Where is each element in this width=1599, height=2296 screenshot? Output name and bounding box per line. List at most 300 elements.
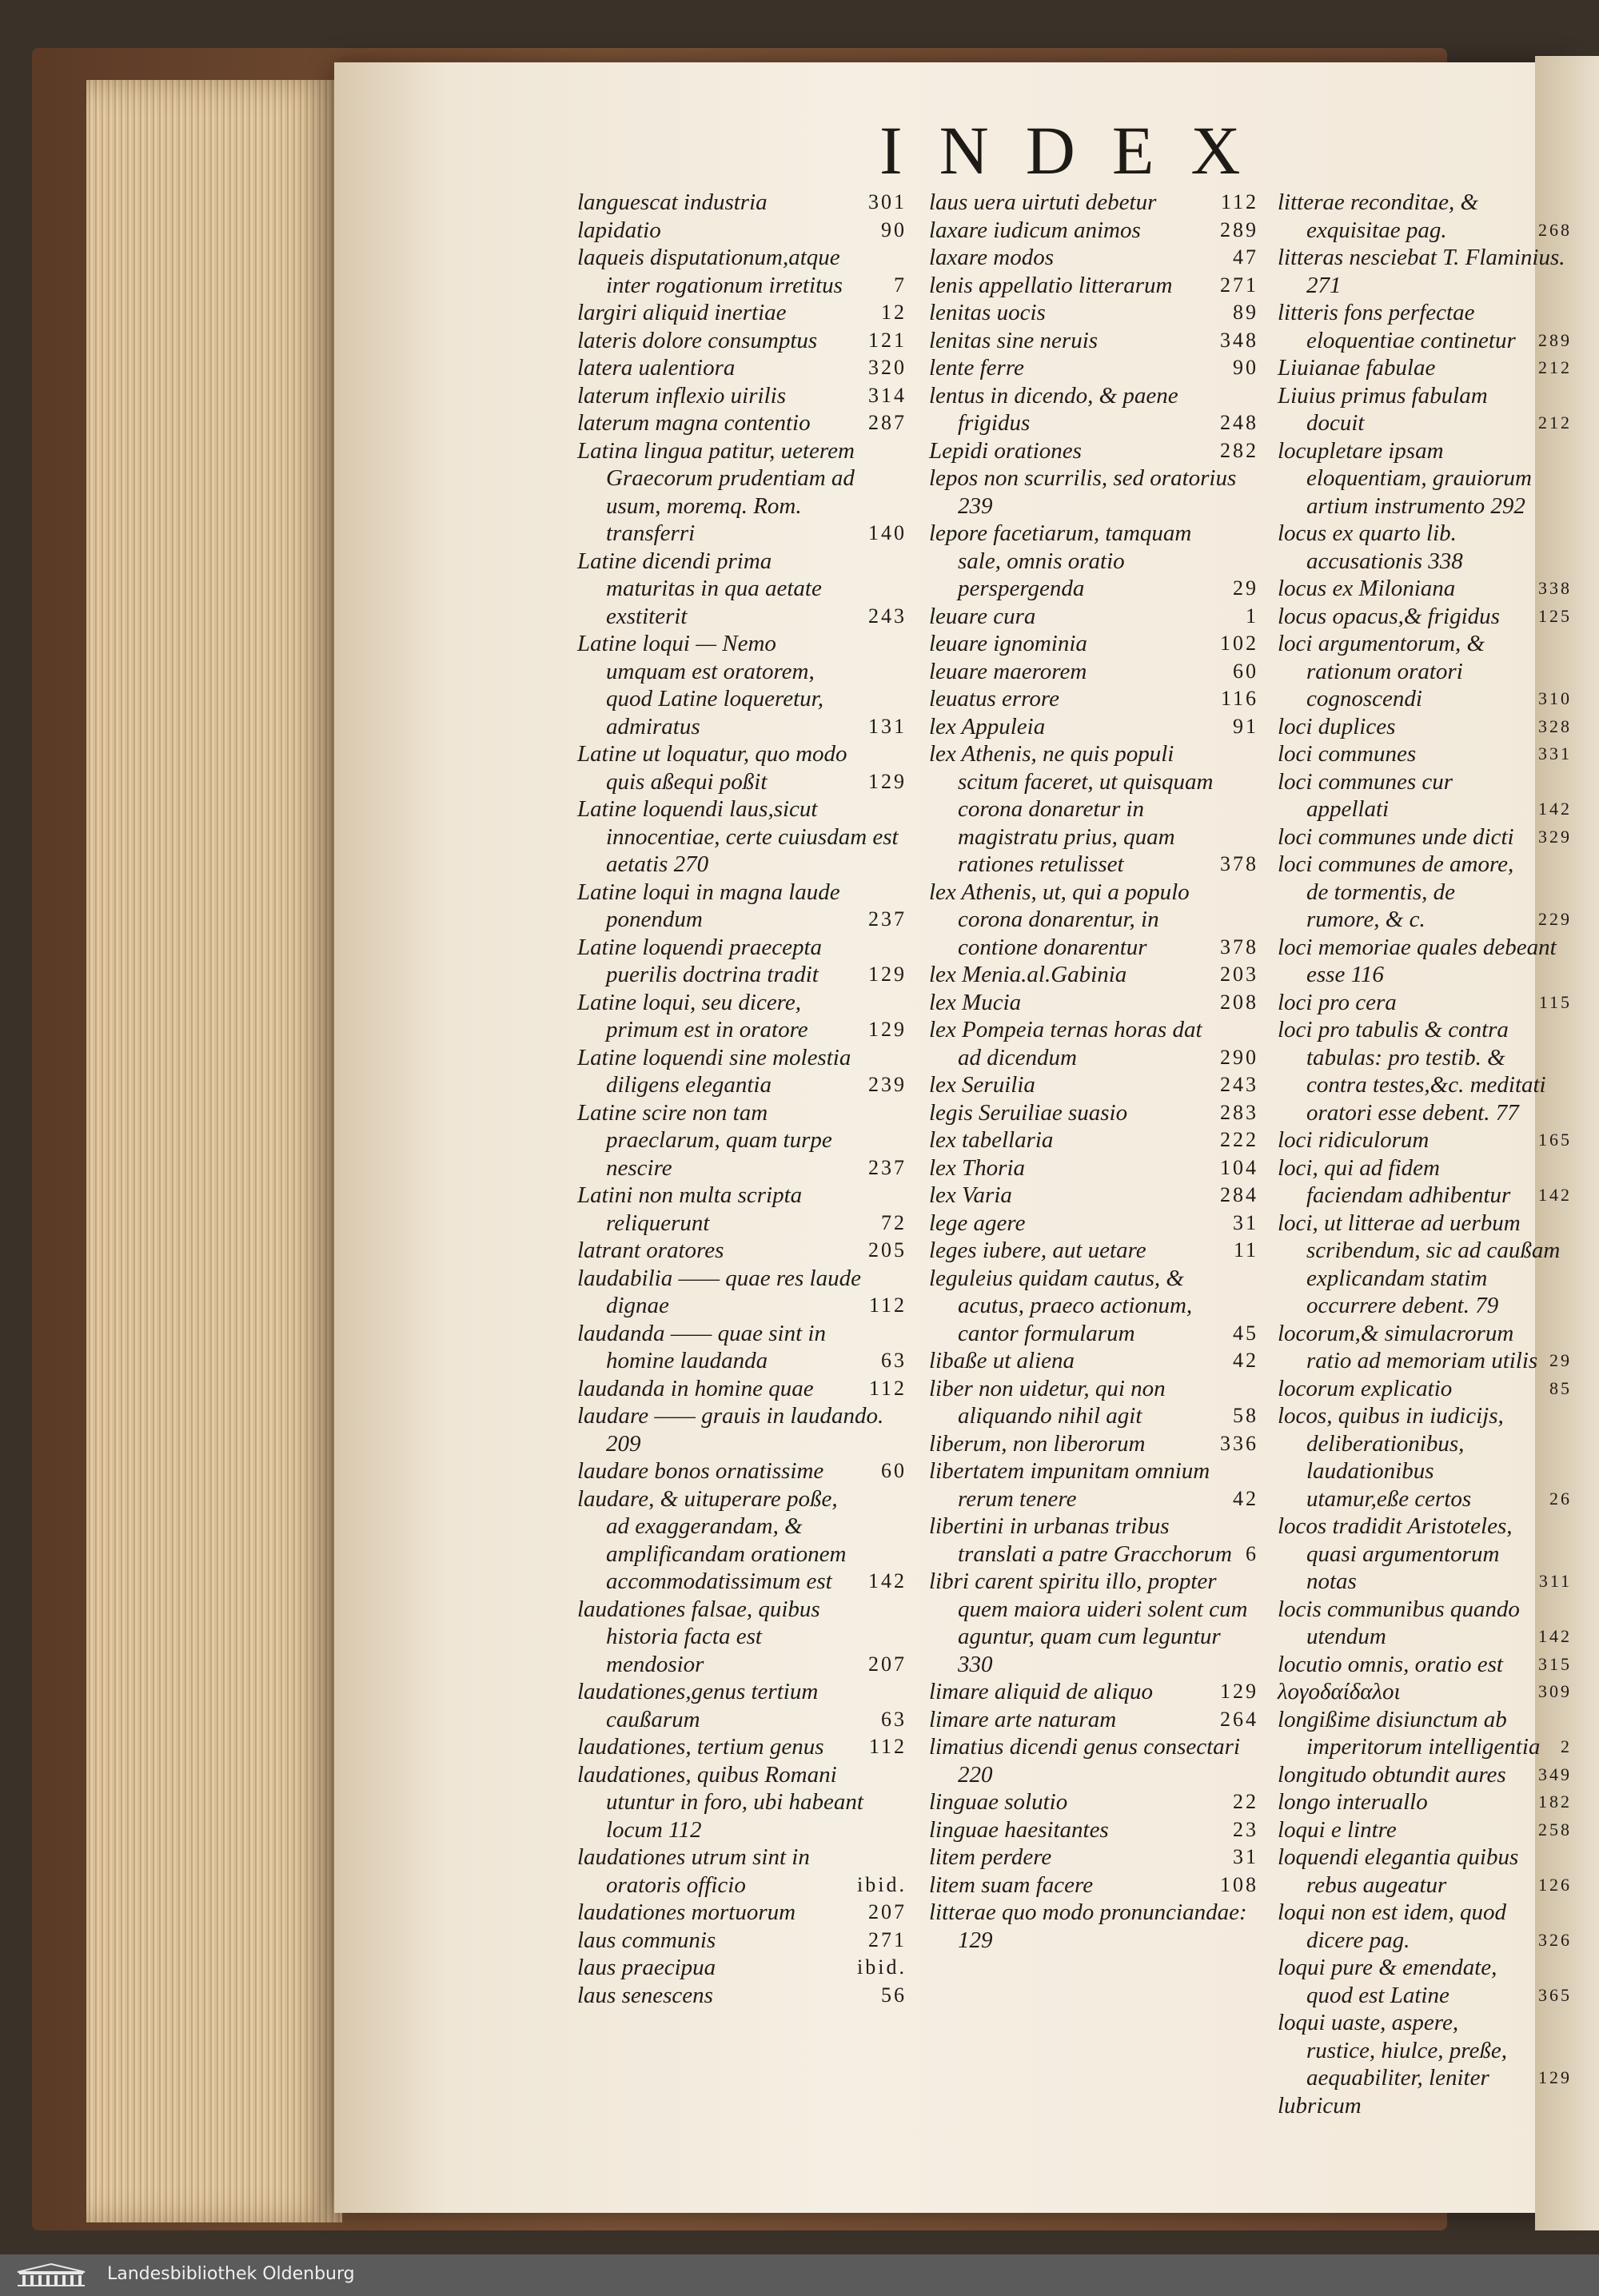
index-entry bbox=[929, 989, 1258, 1017]
index-entry bbox=[929, 437, 1258, 465]
entry-term: longitudo obtundit aures bbox=[1278, 1761, 1506, 1788]
entry-term: laterum inflexio uirilis bbox=[577, 382, 786, 409]
entry-page-ref: 29 bbox=[1549, 1350, 1572, 1370]
entry-page-ref: 328 bbox=[1538, 716, 1572, 736]
entry-term: locorum explicatio bbox=[1278, 1375, 1453, 1401]
entry-term: Latina lingua patitur, ueterem Graecorum prudentiam ad usum, moremq. Rom. transferri bbox=[577, 437, 855, 546]
entry-term: loquendi elegantia quibus rebus augeatur bbox=[1278, 1844, 1519, 1898]
entry-page-ref: 314 bbox=[868, 383, 907, 407]
entry-term: laudare, & uituperare poße, ad exaggerandam, & amplificandam orationem accommodatissimum est bbox=[577, 1485, 847, 1594]
entry-page-ref: 72 bbox=[881, 1210, 907, 1234]
index-entry bbox=[577, 1320, 907, 1375]
index-entry bbox=[577, 327, 907, 355]
entry-page-ref: 282 bbox=[1220, 438, 1258, 462]
entry-page-ref: 284 bbox=[1220, 1183, 1258, 1206]
index-entry bbox=[1278, 1706, 1572, 1761]
index-entry bbox=[1278, 768, 1572, 823]
entry-page-ref: 182 bbox=[1538, 1792, 1572, 1812]
entry-page-ref: 243 bbox=[1220, 1073, 1258, 1096]
index-entry bbox=[577, 989, 907, 1044]
index-entry bbox=[1278, 1210, 1567, 1320]
entry-term: lubricum bbox=[1278, 2092, 1362, 2119]
entry-page-ref: 142 bbox=[1538, 1185, 1572, 1205]
index-entry bbox=[929, 1210, 1258, 1238]
index-entry bbox=[577, 244, 907, 299]
entry-page-ref: 310 bbox=[1538, 688, 1572, 708]
entry-page-ref: 7 bbox=[894, 273, 907, 297]
index-entry bbox=[577, 1402, 907, 1457]
index-entry bbox=[929, 879, 1258, 962]
index-entry bbox=[929, 1154, 1258, 1182]
index-entry bbox=[1278, 630, 1572, 713]
index-entry bbox=[577, 382, 907, 410]
entry-page-ref: 129 bbox=[1538, 2067, 1572, 2087]
library-building-icon bbox=[14, 2262, 88, 2288]
entry-term: loqui e lintre bbox=[1278, 1816, 1397, 1843]
entry-term: laus praecipua bbox=[577, 1955, 716, 1980]
index-entry bbox=[1278, 1320, 1572, 1375]
index-entry bbox=[577, 437, 907, 548]
entry-page-ref: 104 bbox=[1220, 1155, 1258, 1179]
entry-page-ref: 112 bbox=[868, 1376, 907, 1400]
index-entry bbox=[577, 740, 907, 795]
index-entry bbox=[577, 1182, 907, 1237]
entry-term: laus communis bbox=[577, 1927, 716, 1953]
index-entry bbox=[929, 1182, 1258, 1210]
index-entry bbox=[577, 630, 907, 740]
entry-page-ref: 11 bbox=[1233, 1238, 1258, 1262]
entry-term: λογοδαίδαλοι bbox=[1278, 1679, 1401, 1704]
entry-page-ref: 309 bbox=[1538, 1681, 1572, 1701]
index-entry bbox=[929, 354, 1258, 382]
entry-page-ref: 237 bbox=[868, 907, 907, 931]
entry-page-ref: ibid. bbox=[857, 1955, 907, 1979]
index-entry bbox=[1278, 1126, 1572, 1154]
entry-term: lex Seruilia bbox=[929, 1072, 1035, 1098]
entry-page-ref: 102 bbox=[1220, 632, 1258, 655]
entry-term: loci communes cur appellati bbox=[1278, 768, 1453, 822]
index-entry bbox=[929, 1788, 1258, 1816]
entry-term: leuare cura bbox=[929, 603, 1036, 629]
entry-term: laudanda in homine quae bbox=[577, 1375, 814, 1401]
entry-term: lenitas uocis bbox=[929, 300, 1046, 325]
entry-page-ref: ibid. bbox=[857, 1872, 907, 1896]
entry-term: Latine loqui, seu dicere, primum est in oratore bbox=[577, 989, 808, 1042]
index-entry bbox=[577, 1733, 907, 1761]
entry-term: locis communibus quando utendum bbox=[1278, 1596, 1520, 1649]
entry-term: leuare ignominia bbox=[929, 631, 1087, 656]
index-column-2 bbox=[929, 189, 1258, 1954]
entry-page-ref: 112 bbox=[868, 1293, 907, 1317]
index-entry bbox=[929, 1816, 1258, 1844]
entry-term: lex Mucia bbox=[929, 989, 1022, 1015]
index-entry bbox=[929, 382, 1258, 437]
entry-page-ref: 129 bbox=[1220, 1680, 1258, 1703]
entry-page-ref: 29 bbox=[1233, 576, 1258, 600]
entry-page-ref: 42 bbox=[1233, 1349, 1258, 1372]
entry-term: laxare iudicum animos bbox=[929, 217, 1141, 243]
entry-term: laus senescens bbox=[577, 1982, 713, 2008]
entry-page-ref: 63 bbox=[881, 1349, 907, 1372]
entry-term: locus ex quarto lib. accusationis 338 bbox=[1278, 520, 1463, 574]
index-entry bbox=[577, 1099, 907, 1182]
entry-term: leuare maerorem bbox=[929, 658, 1087, 684]
entry-page-ref: 89 bbox=[1233, 301, 1258, 324]
index-entry bbox=[929, 1237, 1258, 1265]
index-entry bbox=[1278, 575, 1572, 603]
entry-term: laus uera uirtuti debetur bbox=[929, 189, 1157, 215]
index-entry bbox=[577, 1265, 907, 1320]
index-entry bbox=[1278, 244, 1567, 299]
entry-term: laudabilia —— quae res laude dignae bbox=[577, 1265, 861, 1318]
entry-term: lente ferre bbox=[929, 355, 1024, 381]
index-entry bbox=[577, 879, 907, 934]
entry-term: libertini in urbanas tribus translati a patre Gracchorum bbox=[929, 1513, 1232, 1567]
entry-page-ref: 348 bbox=[1220, 328, 1258, 352]
entry-page-ref: 115 bbox=[1538, 991, 1572, 1012]
entry-term: liberum, non liberorum bbox=[929, 1430, 1146, 1457]
entry-page-ref: 23 bbox=[1233, 1817, 1258, 1841]
entry-term: laudationes utrum sint in oratoris officio bbox=[577, 1844, 810, 1898]
page-edges bbox=[86, 80, 342, 2222]
entry-term: Liuianae fabulae bbox=[1278, 355, 1436, 381]
entry-term: loci communes unde dicti bbox=[1278, 823, 1514, 850]
entry-term: languescat industria bbox=[577, 189, 768, 215]
entry-term: libertatem impunitam omnium rerum tenere bbox=[929, 1458, 1210, 1512]
entry-term: lex Pompeia ternas horas dat ad dicendum bbox=[929, 1017, 1202, 1070]
index-entry bbox=[929, 1126, 1258, 1154]
entry-term: lentus in dicendo, & paene frigidus bbox=[929, 382, 1178, 436]
index-entry bbox=[929, 1844, 1258, 1871]
index-entry bbox=[1278, 823, 1572, 851]
index-entry bbox=[577, 548, 907, 631]
index-entry bbox=[1278, 1816, 1572, 1844]
index-entry bbox=[929, 520, 1258, 603]
entry-term: loci, ut litterae ad uerbum scribendum, sic ad caußam explicandam statim occurrere debent. 79 bbox=[1278, 1210, 1561, 1318]
entry-term: loqui pure & emendate, quod est Latine bbox=[1278, 1955, 1497, 2008]
entry-term: lex tabellaria bbox=[929, 1127, 1054, 1153]
index-entry bbox=[1278, 851, 1572, 934]
index-entry bbox=[577, 1044, 907, 1099]
entry-page-ref: 165 bbox=[1538, 1130, 1572, 1150]
entry-term: laudationes, tertium genus bbox=[577, 1734, 824, 1760]
entry-term: laudanda —— quae sint in homine laudanda bbox=[577, 1320, 826, 1373]
entry-term: laqueis disputationum,atque inter rogationum irretitus bbox=[577, 245, 843, 298]
entry-term: locos, quibus in iudicijs, deliberationibus, laudationibus utamur,eße certos bbox=[1278, 1403, 1504, 1512]
entry-term: lex Thoria bbox=[929, 1154, 1026, 1181]
entry-page-ref: 289 bbox=[1220, 217, 1258, 241]
index-entry bbox=[929, 1457, 1258, 1513]
index-entry bbox=[1278, 1375, 1572, 1403]
entry-page-ref: 1 bbox=[1246, 604, 1258, 628]
index-entry bbox=[577, 1844, 907, 1899]
entry-term: longo interuallo bbox=[1278, 1789, 1428, 1815]
entry-page-ref: 63 bbox=[881, 1707, 907, 1731]
entry-page-ref: 129 bbox=[868, 769, 907, 793]
index-entry bbox=[577, 1457, 907, 1485]
entry-term: locos tradidit Aristoteles, quasi argumentorum notas bbox=[1278, 1513, 1513, 1594]
index-entry bbox=[577, 1596, 907, 1679]
index-entry bbox=[929, 1347, 1258, 1375]
entry-page-ref: 268 bbox=[1538, 219, 1572, 240]
entry-term: Latine ut loquatur, quo modo quis aßequi poßit bbox=[577, 741, 847, 795]
entry-page-ref: 129 bbox=[868, 1018, 907, 1041]
entry-term: leuatus errore bbox=[929, 686, 1059, 712]
library-name: Landesbibliothek Oldenburg bbox=[107, 2264, 355, 2284]
entry-page-ref: 329 bbox=[1538, 826, 1572, 847]
entry-term: limatius dicendi genus consectari 220 bbox=[929, 1734, 1241, 1788]
index-entry bbox=[929, 1099, 1258, 1127]
entry-term: lex Menia.al.Gabinia bbox=[929, 962, 1127, 987]
entry-term: latrant oratores bbox=[577, 1238, 724, 1263]
entry-term: lateris dolore consumptus bbox=[577, 327, 818, 353]
index-entry bbox=[1278, 354, 1572, 382]
entry-term: loqui uaste, aspere, rustice, hiulce, preße, aequabiliter, leniter bbox=[1278, 2010, 1507, 2091]
entry-page-ref: 365 bbox=[1538, 1984, 1572, 2005]
index-entry bbox=[577, 354, 907, 382]
entry-term: lenis appellatio litterarum bbox=[929, 272, 1173, 298]
index-entry bbox=[929, 327, 1258, 355]
entry-page-ref: 237 bbox=[868, 1155, 907, 1179]
entry-page-ref: 142 bbox=[1538, 799, 1572, 819]
entry-term: loci memoriae quales debeant esse 116 bbox=[1278, 934, 1557, 987]
entry-term: loqui non est idem, quod dicere pag. bbox=[1278, 1899, 1506, 1953]
entry-page-ref: 248 bbox=[1220, 411, 1258, 434]
entry-term: litem perdere bbox=[929, 1844, 1052, 1870]
index-entry bbox=[929, 658, 1258, 686]
index-entry bbox=[577, 189, 907, 217]
entry-page-ref: 378 bbox=[1220, 935, 1258, 959]
index-entry bbox=[929, 189, 1258, 217]
index-entry bbox=[577, 217, 907, 245]
index-entry bbox=[1278, 1513, 1572, 1596]
entry-term: Lepidi orationes bbox=[929, 437, 1082, 464]
entry-term: laudationes falsae, quibus historia facta est mendosior bbox=[577, 1596, 820, 1677]
index-entry bbox=[1278, 989, 1572, 1017]
entry-page-ref: 301 bbox=[868, 190, 907, 213]
index-entry bbox=[577, 1982, 907, 2010]
entry-term: loci argumentorum, & rationum oratori cognoscendi bbox=[1278, 631, 1485, 712]
entry-page-ref: 56 bbox=[881, 1983, 907, 2007]
entry-page-ref: 264 bbox=[1220, 1707, 1258, 1731]
entry-page-ref: 126 bbox=[1538, 1874, 1572, 1895]
entry-term: Latine scire non tam praeclarum, quam turpe nescire bbox=[577, 1099, 832, 1181]
index-entry bbox=[1278, 1788, 1572, 1816]
index-column-1 bbox=[577, 189, 907, 2009]
entry-term: largiri aliquid inertiae bbox=[577, 300, 787, 325]
entry-page-ref: 203 bbox=[1220, 963, 1258, 986]
index-entry bbox=[1278, 1678, 1572, 1706]
entry-page-ref: 58 bbox=[1233, 1404, 1258, 1427]
running-head: INDEX bbox=[879, 112, 1278, 189]
entry-term: libaße ut aliena bbox=[929, 1348, 1075, 1373]
entry-term: lepos non scurrilis, sed oratorius 239 bbox=[929, 465, 1237, 519]
index-entry bbox=[1278, 1761, 1572, 1789]
index-entry bbox=[577, 409, 907, 437]
entry-page-ref: 121 bbox=[868, 328, 907, 352]
entry-page-ref: 125 bbox=[1538, 605, 1572, 626]
index-entry bbox=[577, 1485, 907, 1596]
entry-page-ref: 212 bbox=[1538, 357, 1572, 377]
entry-term: loci pro tabulis & contra tabulas: pro testib. & contra testes,&c. meditati oratori esse debent. 77 bbox=[1278, 1017, 1546, 1126]
index-entry bbox=[1278, 1402, 1572, 1513]
entry-page-ref: 85 bbox=[1549, 1377, 1572, 1398]
entry-page-ref: 31 bbox=[1233, 1845, 1258, 1868]
entry-term: limare arte naturam bbox=[929, 1706, 1117, 1732]
index-entry bbox=[577, 299, 907, 327]
entry-page-ref: 45 bbox=[1233, 1321, 1258, 1345]
index-entry bbox=[1278, 299, 1572, 354]
entry-page-ref: 222 bbox=[1220, 1128, 1258, 1151]
index-entry bbox=[577, 1237, 907, 1265]
index-entry bbox=[577, 1678, 907, 1733]
entry-page-ref: 207 bbox=[868, 1652, 907, 1676]
index-entry bbox=[929, 1375, 1258, 1430]
entry-term: loci ridiculorum bbox=[1278, 1127, 1430, 1153]
index-entry bbox=[929, 961, 1258, 989]
entry-page-ref: 131 bbox=[868, 714, 907, 738]
index-entry bbox=[577, 934, 907, 989]
entry-page-ref: 112 bbox=[1220, 190, 1258, 213]
index-entry bbox=[1278, 2092, 1567, 2120]
entry-term: lex Varia bbox=[929, 1182, 1012, 1208]
entry-term: locupletare ipsam eloquentiam, grauiorum artium instrumento 292 bbox=[1278, 437, 1532, 519]
index-entry bbox=[1278, 1899, 1572, 1954]
library-footer bbox=[0, 2254, 1599, 2296]
index-entry bbox=[929, 299, 1258, 327]
entry-term: locus ex Miloniana bbox=[1278, 576, 1456, 601]
entry-term: liber non uidetur, qui non aliquando nihil agit bbox=[929, 1375, 1166, 1429]
entry-page-ref: 287 bbox=[868, 411, 907, 434]
index-entry bbox=[929, 1430, 1258, 1458]
entry-page-ref: 229 bbox=[1538, 909, 1572, 929]
entry-page-ref: 142 bbox=[1538, 1626, 1572, 1646]
entry-page-ref: 290 bbox=[1220, 1045, 1258, 1069]
entry-page-ref: 26 bbox=[1549, 1488, 1572, 1509]
entry-term: limare aliquid de aliquo bbox=[929, 1679, 1154, 1704]
entry-term: litteris fons perfectae eloquentiae continetur bbox=[1278, 300, 1516, 353]
entry-term: laudare —— grauis in laudando. 209 bbox=[577, 1403, 884, 1457]
entry-term: Latine loqui in magna laude ponendum bbox=[577, 879, 840, 932]
index-entry bbox=[1278, 189, 1572, 244]
entry-term: linguae solutio bbox=[929, 1789, 1068, 1815]
entry-term: laterum magna contentio bbox=[577, 410, 811, 436]
index-entry bbox=[929, 1016, 1258, 1071]
entry-term: Latine loquendi praecepta puerilis doctrina tradit bbox=[577, 934, 823, 987]
entry-term: litterae reconditae, & exquisitae pag. bbox=[1278, 189, 1479, 243]
entry-page-ref: 212 bbox=[1538, 413, 1572, 432]
index-entry bbox=[929, 603, 1258, 631]
entry-term: laudationes mortuorum bbox=[577, 1899, 796, 1925]
entry-term: litem suam facere bbox=[929, 1871, 1094, 1898]
entry-page-ref: 142 bbox=[868, 1569, 907, 1592]
entry-term: leges iubere, aut uetare bbox=[929, 1238, 1146, 1263]
entry-term: loci, qui ad fidem faciendam adhibentur bbox=[1278, 1154, 1511, 1208]
index-entry bbox=[1278, 1154, 1572, 1210]
entry-term: Latine loqui — Nemo umquam est oratorem, quod Latine loqueretur, admiratus bbox=[577, 631, 824, 739]
index-entry bbox=[1278, 1651, 1572, 1679]
entry-page-ref: 331 bbox=[1538, 743, 1572, 763]
entry-page-ref: 320 bbox=[868, 356, 907, 379]
entry-page-ref: 349 bbox=[1538, 1764, 1572, 1784]
entry-term: locorum,& simulacrorum ratio ad memoriam utilis bbox=[1278, 1320, 1538, 1373]
entry-term: Latine dicendi prima maturitas in qua aetate exstiterit bbox=[577, 548, 822, 629]
entry-term: litteras nesciebat T. Flaminius. 271 bbox=[1278, 245, 1565, 298]
entry-page-ref: 243 bbox=[868, 604, 907, 628]
entry-page-ref: 47 bbox=[1233, 245, 1258, 269]
index-entry bbox=[577, 1954, 907, 1982]
entry-page-ref: 208 bbox=[1220, 990, 1258, 1014]
index-entry bbox=[577, 1927, 907, 1955]
entry-page-ref: 205 bbox=[868, 1238, 907, 1262]
index-entry bbox=[1278, 1596, 1572, 1651]
index-entry bbox=[929, 1568, 1258, 1678]
index-entry bbox=[929, 464, 1258, 520]
entry-page-ref: 6 bbox=[1246, 1541, 1258, 1565]
index-entry bbox=[929, 244, 1258, 272]
entry-term: latera ualentiora bbox=[577, 355, 736, 381]
entry-page-ref: 258 bbox=[1538, 1819, 1572, 1840]
entry-page-ref: 2 bbox=[1561, 1736, 1572, 1756]
entry-term: litterae quo modo pronunciandae: 129 bbox=[929, 1899, 1247, 1953]
index-entry bbox=[577, 1375, 907, 1403]
index-entry bbox=[929, 1678, 1258, 1706]
index-entry bbox=[929, 685, 1258, 713]
entry-term: laudare bonos ornatissime bbox=[577, 1458, 824, 1484]
index-entry bbox=[1278, 603, 1572, 631]
entry-page-ref: 12 bbox=[881, 301, 907, 324]
index-entry bbox=[1278, 2009, 1572, 2092]
entry-term: Latine loquendi sine molestia diligens elegantia bbox=[577, 1044, 851, 1098]
entry-term: longißime disiunctum ab imperitorum intelligentia bbox=[1278, 1706, 1541, 1760]
index-entry bbox=[929, 217, 1258, 245]
entry-term: locutio omnis, oratio est bbox=[1278, 1651, 1503, 1677]
entry-page-ref: 271 bbox=[1220, 273, 1258, 297]
entry-page-ref: 22 bbox=[1233, 1790, 1258, 1813]
entry-page-ref: 116 bbox=[1220, 687, 1258, 710]
entry-term: Liuius primus fabulam docuit bbox=[1278, 382, 1488, 436]
index-entry bbox=[1278, 437, 1567, 520]
entry-page-ref: 90 bbox=[1233, 356, 1258, 379]
index-entry bbox=[1278, 740, 1572, 768]
entry-page-ref: 336 bbox=[1220, 1431, 1258, 1455]
index-entry bbox=[1278, 382, 1572, 437]
index-entry bbox=[929, 630, 1258, 658]
entry-term: lex Athenis, ne quis populi scitum faceret, ut quisquam corona donaretur in magistratu prius, quam rationes retulisset bbox=[929, 741, 1214, 877]
index-entry bbox=[1278, 1954, 1572, 2009]
entry-term: loci pro cera bbox=[1278, 989, 1397, 1015]
index-entry bbox=[929, 1265, 1258, 1348]
entry-page-ref: 378 bbox=[1220, 852, 1258, 875]
index-entry bbox=[577, 795, 907, 879]
entry-page-ref: 91 bbox=[1233, 714, 1258, 738]
index-entry bbox=[1278, 713, 1572, 741]
entry-term: lenitas sine neruis bbox=[929, 327, 1099, 353]
index-entry bbox=[1278, 1016, 1567, 1126]
entry-term: libri carent spiritu illo, propter quem maiora uideri solent cum aguntur, quam cum leguntur 330 bbox=[929, 1569, 1248, 1677]
index-entry bbox=[929, 1899, 1258, 1954]
entry-page-ref: 315 bbox=[1538, 1653, 1572, 1674]
entry-page-ref: 239 bbox=[868, 1073, 907, 1096]
entry-page-ref: 60 bbox=[1233, 659, 1258, 683]
entry-term: loci communes de amore, de tormentis, de rumore, & c. bbox=[1278, 851, 1514, 932]
index-entry bbox=[929, 272, 1258, 300]
entry-term: laudationes,genus tertium caußarum bbox=[577, 1679, 819, 1732]
entry-term: leguleius quidam cautus, & acutus, praeco actionum, cantor formularum bbox=[929, 1265, 1193, 1346]
entry-term: loci communes bbox=[1278, 741, 1417, 767]
entry-page-ref: 207 bbox=[868, 1900, 907, 1923]
entry-page-ref: 289 bbox=[1538, 329, 1572, 350]
